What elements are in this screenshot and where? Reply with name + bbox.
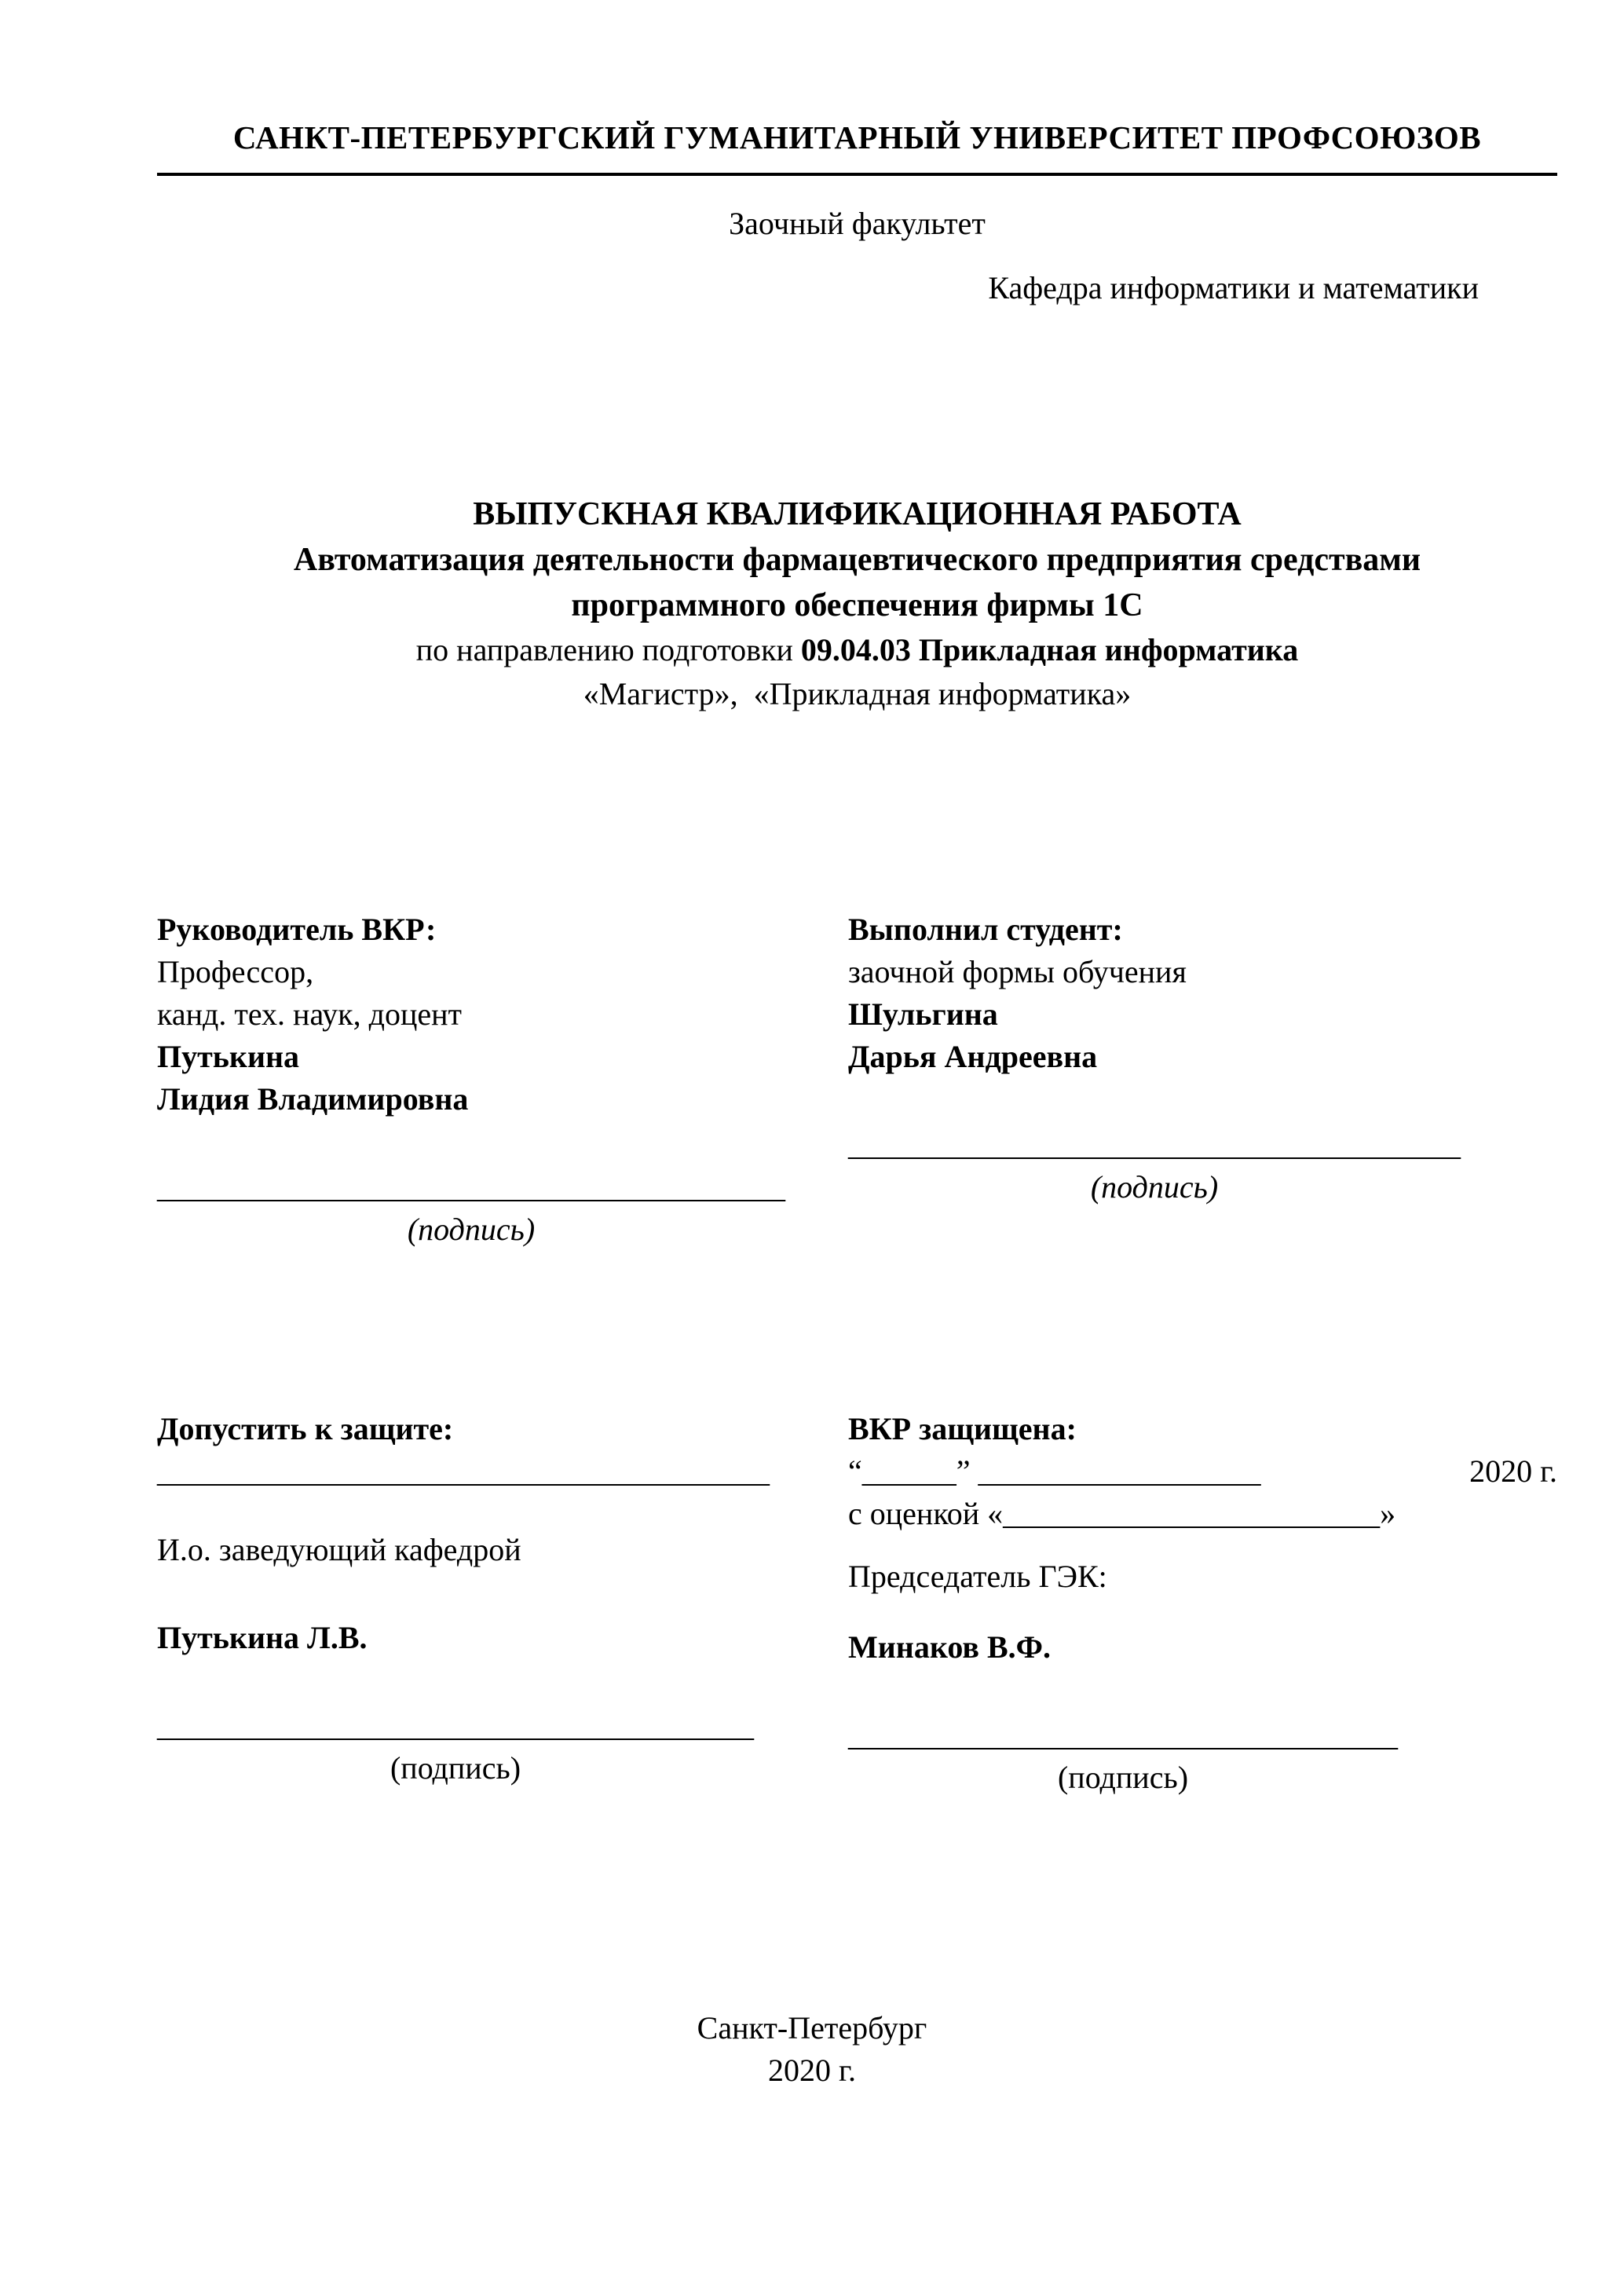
admission-signature-caption: (подпись) bbox=[390, 1750, 521, 1786]
student-name: Дарья Андреевна bbox=[848, 1039, 1098, 1074]
admission-signature-line: ______________________________________ bbox=[157, 1708, 754, 1743]
thesis-title-line-1: Автоматизация деятельности фармацевтического предприятия средствами bbox=[293, 542, 1421, 578]
work-type-heading: ВЫПУСКНАЯ КВАЛИФИКАЦИОННАЯ РАБОТА bbox=[473, 496, 1242, 532]
supervisor-signature-block bbox=[157, 1166, 785, 1251]
direction-prefix: по направлению подготовки bbox=[415, 632, 801, 667]
chairman-signature-line: ___________________________________ bbox=[848, 1717, 1398, 1753]
student-signature-block bbox=[848, 1124, 1461, 1208]
student-study-form: заочной формы обучения bbox=[848, 954, 1187, 989]
direction-line bbox=[157, 628, 1557, 672]
admission-blank-line: _______________________________________ bbox=[157, 1453, 770, 1489]
supervisor-student-section bbox=[157, 909, 1557, 1251]
admission-position: И.о. заведующий кафедрой bbox=[157, 1532, 521, 1567]
student-signature-caption: (подпись) bbox=[1090, 1169, 1219, 1205]
admission-defense-section bbox=[157, 1408, 1557, 1799]
title-block bbox=[157, 492, 1557, 716]
supervisor-name: Лидия Владимировна bbox=[157, 1081, 469, 1117]
university-header: САНКТ-ПЕТЕРБУРГСКИЙ ГУМАНИТАРНЫЙ УНИВЕРСИТЕТ ПРОФСОЮЗОВ bbox=[157, 116, 1557, 176]
student-surname: Шульгина bbox=[848, 996, 998, 1032]
direction-code: 09.04.03 Прикладная информатика bbox=[800, 632, 1299, 667]
defense-grade-row: с оценкой «________________________» bbox=[848, 1496, 1396, 1531]
student-label: Выполнил студент: bbox=[848, 912, 1123, 947]
supervisor-signature-caption: (подпись) bbox=[407, 1212, 536, 1247]
footer-block bbox=[0, 2007, 1624, 2092]
defense-label: ВКР защищена: bbox=[848, 1411, 1077, 1446]
supervisor-surname: Путькина bbox=[157, 1039, 300, 1074]
qualification-line: «Магистр», «Прикладная информатика» bbox=[583, 676, 1132, 711]
department-line: Кафедра информатики и математики bbox=[988, 270, 1479, 305]
chairman-signature-caption: (подпись) bbox=[1057, 1760, 1189, 1795]
defense-block bbox=[848, 1408, 1557, 1799]
supervisor-position-1: Профессор, bbox=[157, 954, 314, 989]
footer-year: 2020 г. bbox=[768, 2053, 856, 2088]
defense-date-blanks: “______” __________________ bbox=[848, 1453, 1261, 1489]
defense-date-row bbox=[848, 1450, 1557, 1493]
faculty-line: Заочный факультет bbox=[729, 206, 986, 241]
chairman-label: Председатель ГЭК: bbox=[848, 1559, 1107, 1594]
footer-city: Санкт-Петербург bbox=[697, 2010, 927, 2046]
supervisor-block bbox=[157, 909, 848, 1251]
thesis-title-line-2: программного обеспечения фирмы 1С bbox=[571, 587, 1143, 623]
student-block bbox=[848, 909, 1557, 1208]
admission-block bbox=[157, 1408, 848, 1790]
admission-name: Путькина Л.В. bbox=[157, 1620, 368, 1655]
supervisor-position-2: канд. тех. наук, доцент bbox=[157, 996, 463, 1032]
chairman-signature-block bbox=[848, 1714, 1398, 1799]
supervisor-label: Руководитель ВКР: bbox=[157, 912, 437, 947]
supervisor-signature-line: ________________________________________ bbox=[157, 1169, 785, 1205]
defense-year: 2020 г. bbox=[1469, 1453, 1557, 1489]
admission-label: Допустить к защите: bbox=[157, 1411, 454, 1446]
student-signature-line: _______________________________________ bbox=[848, 1127, 1461, 1162]
chairman-name: Минаков В.Ф. bbox=[848, 1629, 1052, 1665]
admission-signature-block bbox=[157, 1705, 754, 1790]
